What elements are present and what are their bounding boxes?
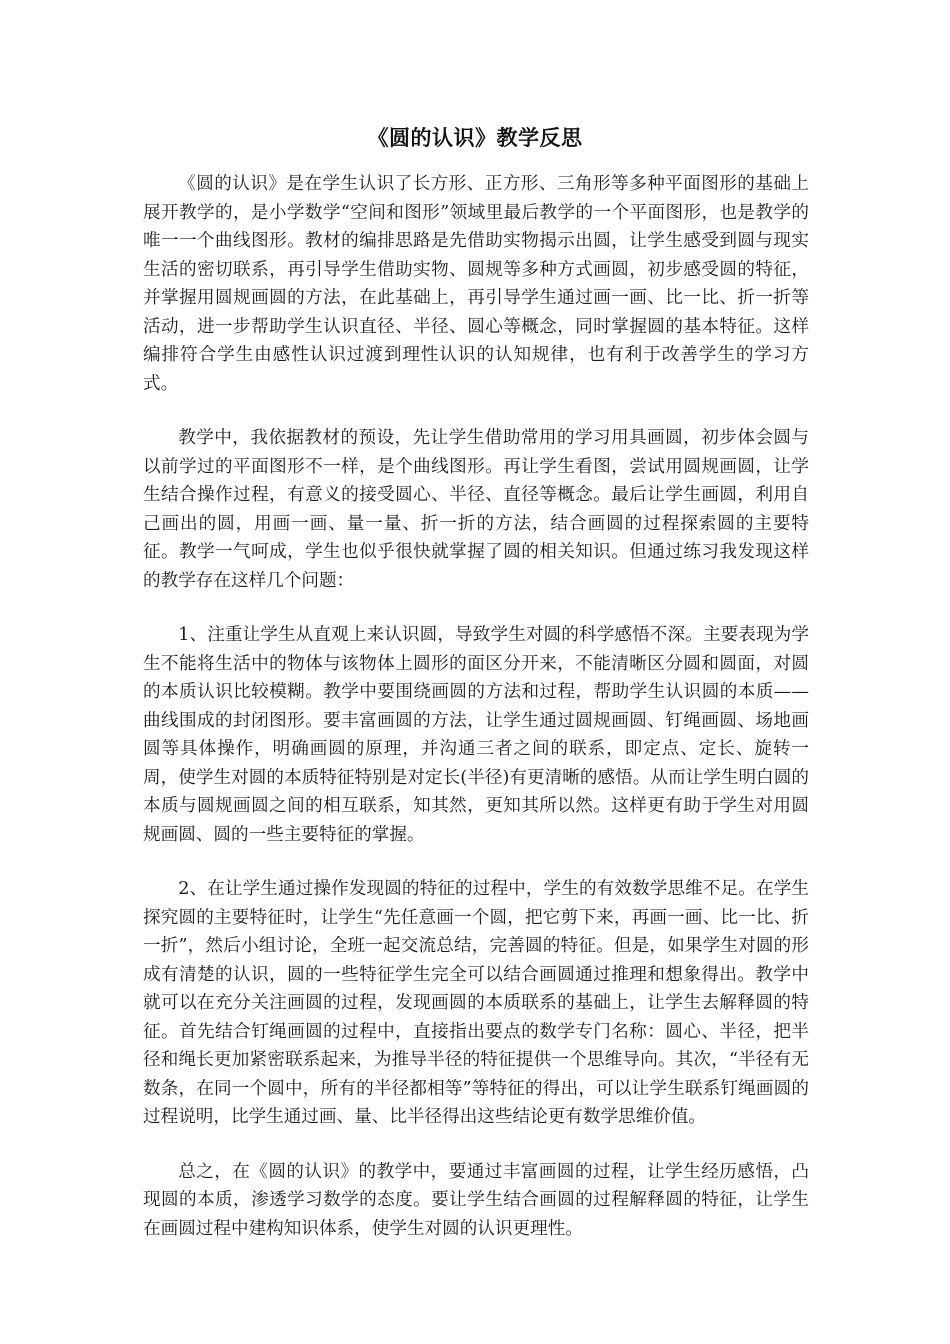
paragraph-teaching-process: 教学中，我依据教材的预设，先让学生借助常用的学习用具画圆，初步体会圆与以前学过的平面图形不一样，是个曲线图形。再让学生看图，尝试用圆规画圆，让学生结合操作过程，有意义的接受圆心、半径、直径等概念。最后让学生画圆，利用自己画出的圆，用画一画、量一量、折一折的方法，结合画圆的过程探索圆的主要特征。教学一气呵成，学生也似乎很快就掌握了圆的相关知识。但通过练习我发现这样的教学存在这样几个问题：: [143, 428, 809, 591]
paragraph-problem-1: 1、注重让学生从直观上来认识圆，导致学生对圆的科学感悟不深。主要表现为学生不能将生活中的物体与该物体上圆形的面区分开来，不能清晰区分圆和圆面，对圆的本质认识比较模糊。教学中要围绕画圆的方法和过程，帮助学生认识圆的本质——曲线围成的封闭图形。要丰富画圆的方法，让学生通过圆规画圆、钉绳画圆、场地画圆等具体操作，明确画圆的原理，并沟通三者之间的联系，即定点、定长、旋转一周，使学生对圆的本质特征特别是对定长(半径)有更清晰的感悟。从而让学生明白圆的本质与圆规画圆之间的相互联系，知其然，更知其所以然。这样更有助于学生对用圆规画圆、圆的一些主要特征的掌握。: [143, 625, 809, 845]
paragraph-intro: 《圆的认识》是在学生认识了长方形、正方形、三角形等多种平面图形的基础上展开教学的，是小学数学“空间和图形”领域里最后教学的一个平面图形，也是教学的唯一一个曲线图形。教材的编排思路是先借助实物揭示出圆，让学生感受到圆与现实生活的密切联系，再引导学生借助实物、圆规等多种方式画圆，初步感受圆的特征，并掌握用圆规画圆的方法，在此基础上，再引导学生通过画一画、比一比、折一折等活动，进一步帮助学生认识直径、半径、圆心等概念，同时掌握圆的基本特征。这样编排符合学生由感性认识过渡到理性认识的认知规律，也有利于改善学生的学习方式。: [143, 174, 809, 394]
paragraph-conclusion: 总之，在《圆的认识》的教学中，要通过丰富画圆的过程，让学生经历感悟，凸现圆的本质，渗透学习数学的态度。要让学生结合画圆的过程解释圆的特征，让学生在画圆过程中建构知识体系，使学生对圆的认识更理性。: [143, 1161, 809, 1239]
document-body: [143, 170, 809, 1269]
document-title: 《圆的认识》教学反思: [367, 126, 583, 150]
paragraph-problem-2: 2、在让学生通过操作发现圆的特征的过程中，学生的有效数学思维不足。在学生探究圆的主要特征时，让学生“先任意画一个圆，把它剪下来，再画一画、比一比、折一折”，然后小组讨论，全班一起交流总结，完善圆的特征。但是，如果学生对圆的形成有清楚的认识，圆的一些特征学生完全可以结合画圆通过推理和想象得出。教学中就可以在充分关注画圆的过程，发现画圆的本质联系的基础上，让学生去解释圆的特征。首先结合钉绳画圆的过程中，直接指出要点的数学专门名称：圆心、半径，把半径和绳长更加紧密联系起来，为推导半径的特征提供一个思维导向。其次，“半径有无数条，在同一个圆中，所有的半径都相等”等特征的得出，可以让学生联系钉绳画圆的过程说明，比学生通过画、量、比半径得出这些结论更有数学思维价值。: [143, 879, 809, 1127]
